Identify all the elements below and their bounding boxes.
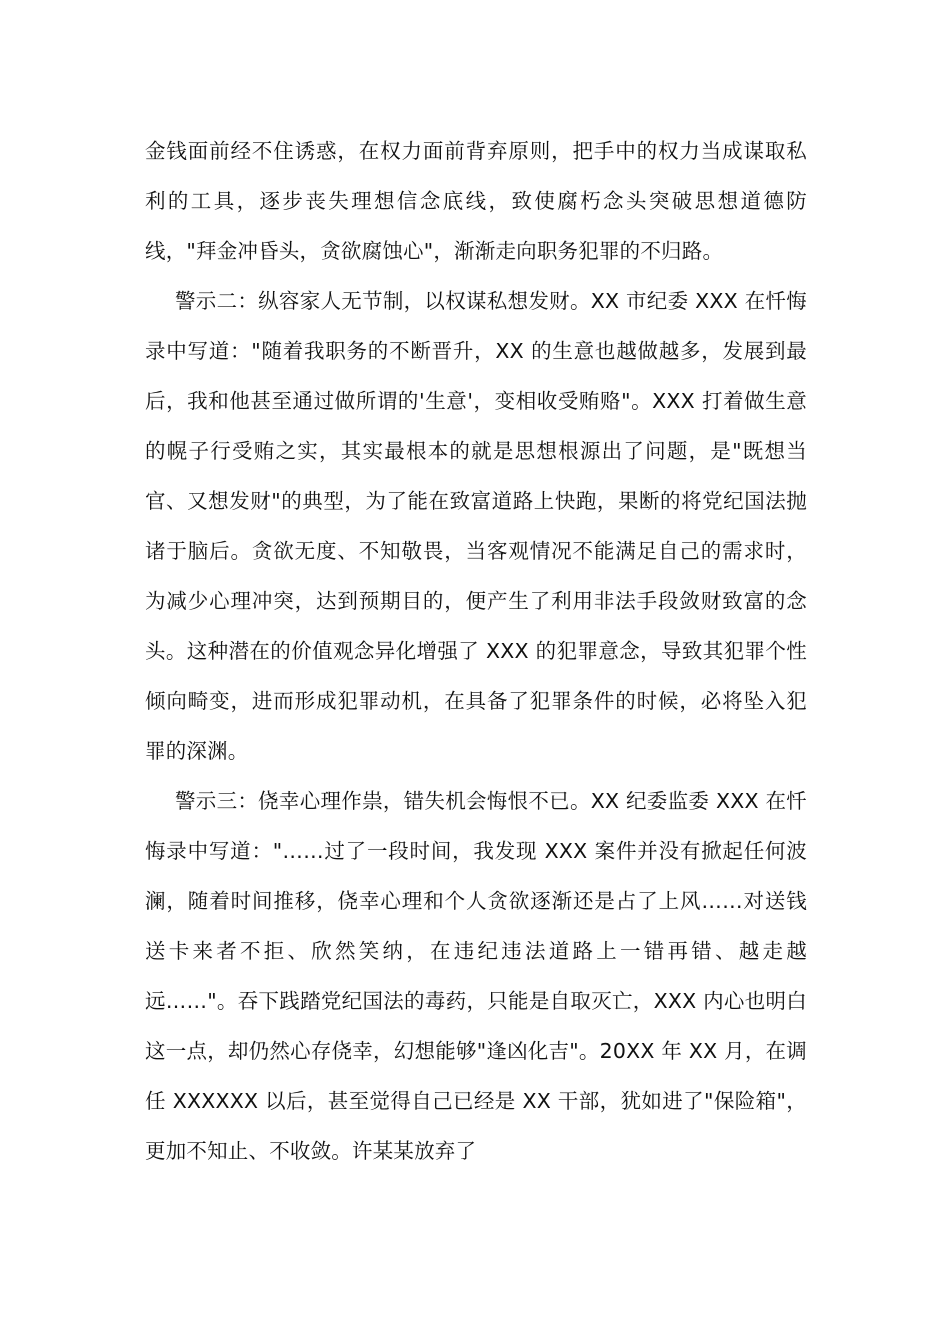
paragraph-warning-two: 警示二：纵容家人无节制，以权谋私想发财。XX 市纪委 XXX 在忏悔录中写道："随着我职务的不断晋升，XX 的生意也越做越多，发展到最后，我和他甚至通过做所谓的'生意'，变相收受贿赂"。XXX 打着做生意的幌子行受贿之实，其实最根本的就是思想根源出了问题，是"既想当官、又想发财"的典型，为了能在致富道路上快跑，果断的将党纪国法抛诸于脑后。贪欲无度、不知敬畏，当客观情况不能满足自己的需求时，为减少心理冲突，达到预期目的，便产生了利用非法手段敛财致富的念头。这种潜在的价值观念异化增强了 XXX 的犯罪意念，导致其犯罪个性倾向畸变，进而形成犯罪动机，在具备了犯罪条件的时候，必将坠入犯罪的深渊。 [145,289,807,763]
paragraph-warning-three: 警示三：侥幸心理作祟，错失机会悔恨不已。XX 纪委监委 XXX 在忏悔录中写道："……过了一段时间，我发现 XXX 案件并没有掀起任何波澜，随着时间推移，侥幸心理和个人贪欲逐渐还是占了上风……对送钱送卡来者不拒、欣然笑纳，在违纪违法道路上一错再错、越走越远……"。吞下践踏党纪国法的毒药，只能是自取灭亡，XXX 内心也明白这一点，却仍然心存侥幸，幻想能够"逢凶化吉"。20XX 年 XX 月，在调任 XXXXXX 以后，甚至觉得自己已经是 XX 干部，犹如进了"保险箱"，更加不知止、不收敛。许某某放弃了 [145,789,807,1163]
document-body [145,126,807,1176]
paragraph-continuation: 金钱面前经不住诱惑，在权力面前背弃原则，把手中的权力当成谋取私利的工具，逐步丧失理想信念底线，致使腐朽念头突破思想道德防线，"拜金冲昏头，贪欲腐蚀心"，渐渐走向职务犯罪的不归路。 [145,139,807,263]
